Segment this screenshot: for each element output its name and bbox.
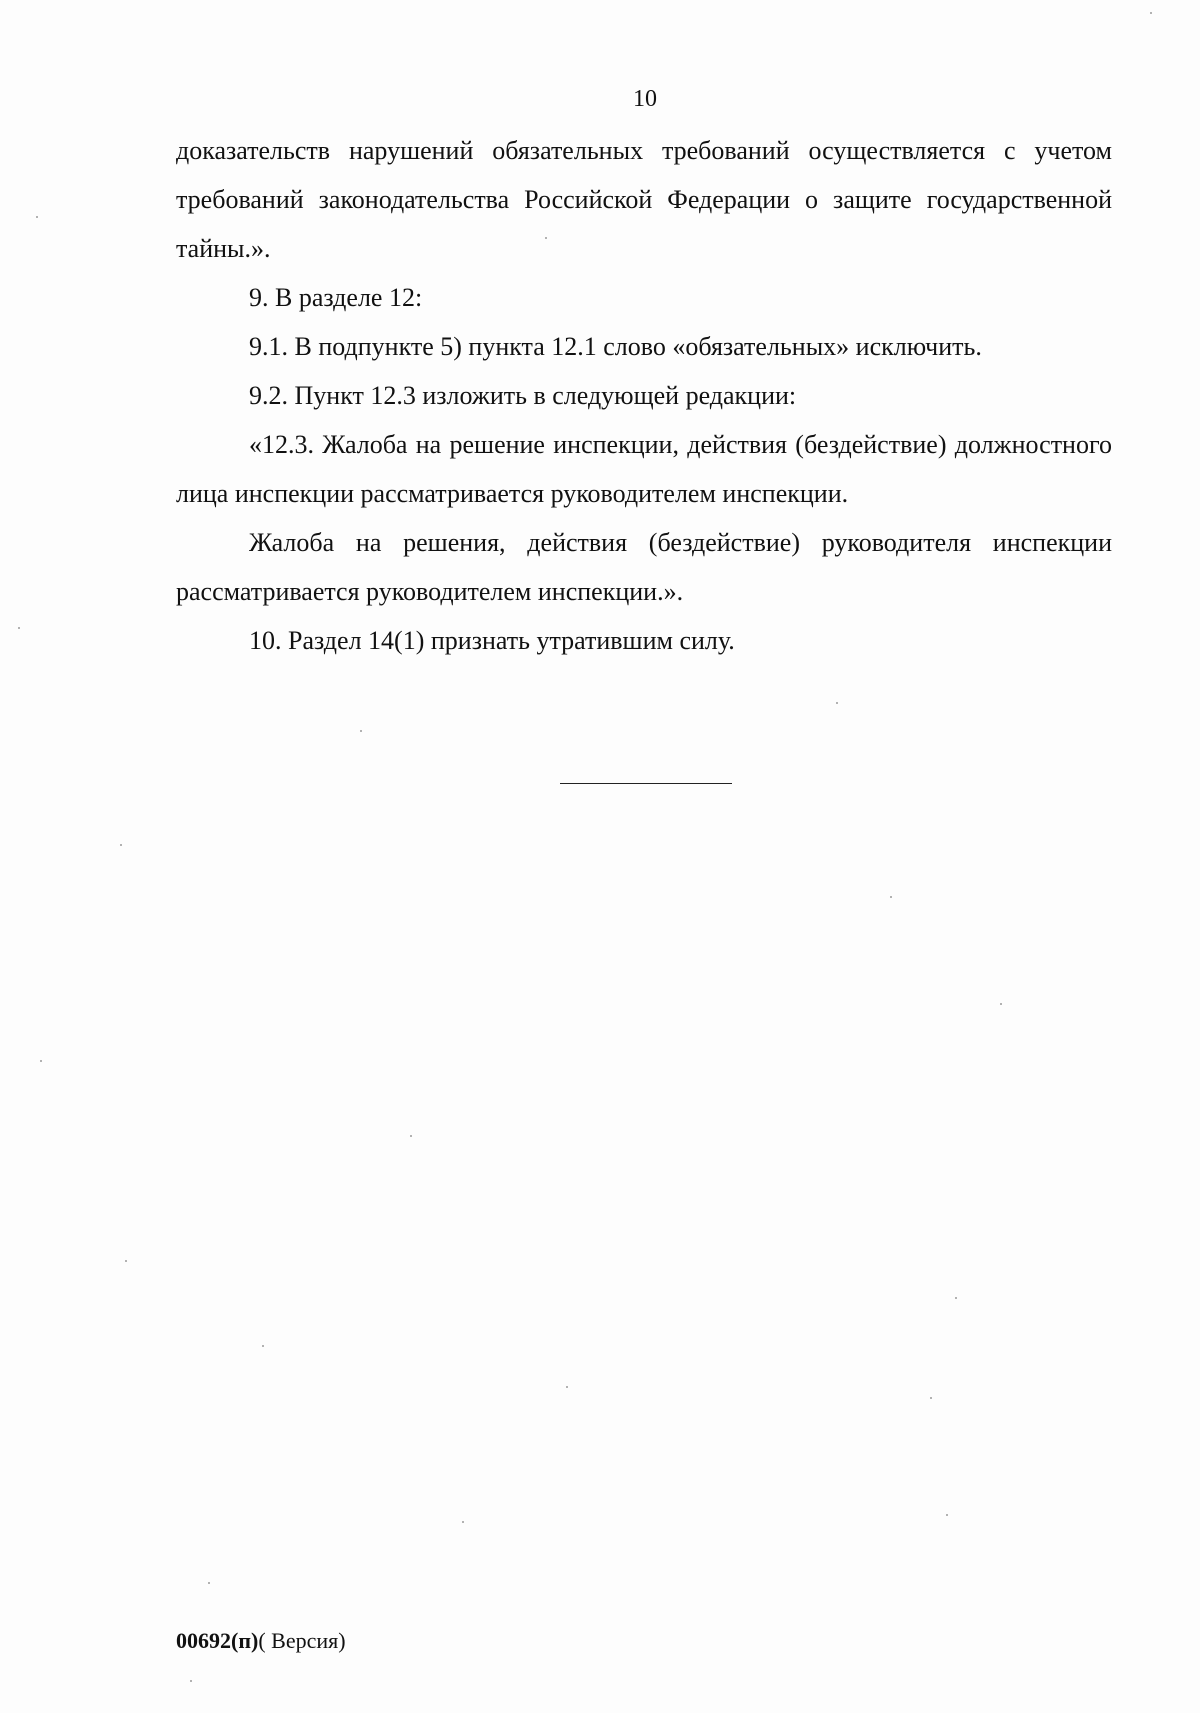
scan-speck xyxy=(1150,12,1152,14)
document-body xyxy=(176,126,1112,665)
scan-speck xyxy=(208,1582,210,1584)
scan-speck xyxy=(462,1521,464,1523)
scan-speck xyxy=(545,237,547,239)
paragraph-item-9-1: 9.1. В подпункте 5) пункта 12.1 слово «обязательных» исключить. xyxy=(249,332,982,361)
paragraph-quote-12-3: «12.3. Жалоба на решение инспекции, действия (бездействие) должностного лица инспекции рассматривается руководителем инспекции. xyxy=(176,430,1112,508)
scan-speck xyxy=(410,1135,412,1137)
scan-speck xyxy=(836,702,838,704)
scan-speck xyxy=(190,1680,192,1682)
scan-speck xyxy=(18,627,20,629)
scan-speck xyxy=(125,1260,127,1262)
footer-code-version: ( Версия) xyxy=(258,1628,346,1653)
paragraph-continuation: доказательств нарушений обязательных требований осуществляется с учетом требований законодательства Российской Федерации о защите государственной тайны.». xyxy=(176,136,1112,263)
footer-code-number: 00692(п) xyxy=(176,1628,259,1653)
scan-speck xyxy=(890,896,892,898)
end-separator-line xyxy=(560,783,732,784)
paragraph-item-9-2: 9.2. Пункт 12.3 изложить в следующей редакции: xyxy=(249,381,797,410)
scan-speck xyxy=(1000,1003,1002,1005)
paragraph-item-10: 10. Раздел 14(1) признать утратившим силу. xyxy=(249,626,735,655)
document-footer-code xyxy=(176,1627,346,1655)
scan-speck xyxy=(40,1060,42,1062)
paragraph-complaint-head: Жалоба на решения, действия (бездействие) руководителя инспекции рассматривается руководителем инспекции.». xyxy=(176,528,1112,606)
paragraph-item-9: 9. В разделе 12: xyxy=(249,283,423,312)
scan-speck xyxy=(946,1514,948,1516)
scan-speck xyxy=(36,216,38,218)
scan-speck xyxy=(955,1297,957,1299)
scan-speck xyxy=(930,1397,932,1399)
scan-speck xyxy=(262,1345,264,1347)
page-number: 10 xyxy=(633,86,657,112)
scan-speck xyxy=(566,1386,568,1388)
scan-speck xyxy=(120,844,122,846)
scan-speck xyxy=(360,730,362,732)
